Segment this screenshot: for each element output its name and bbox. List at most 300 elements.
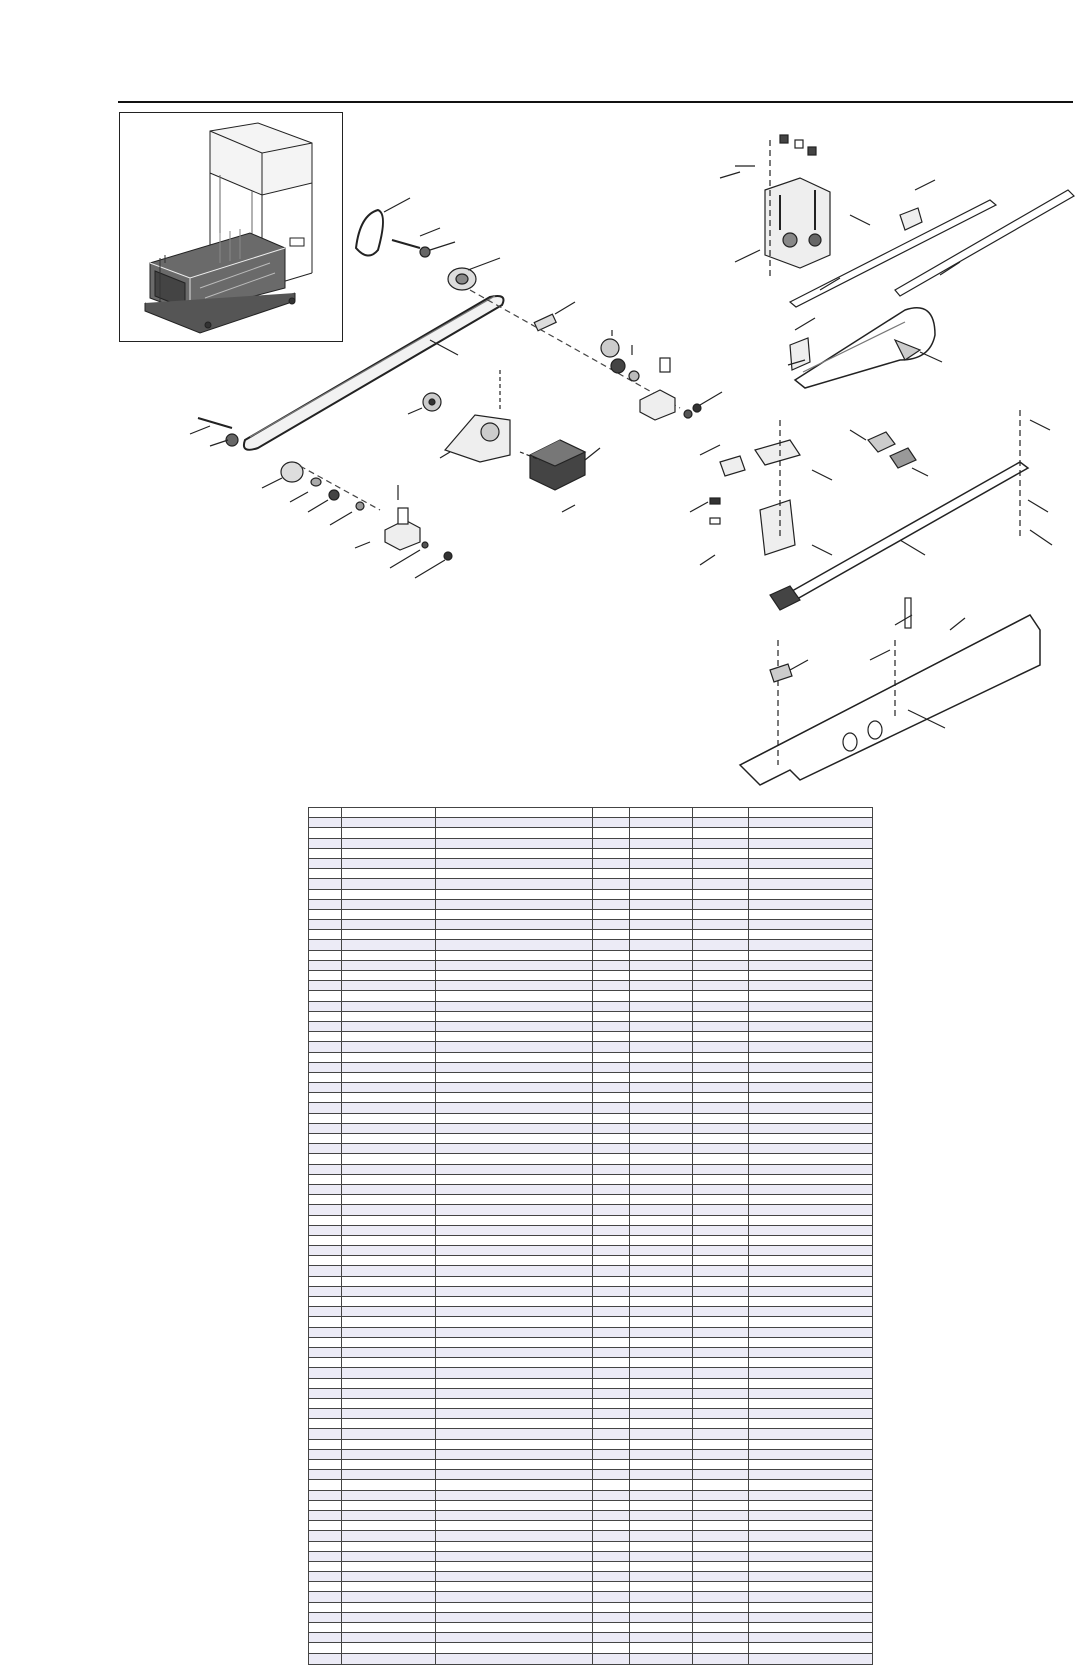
table-cell [436,1225,593,1235]
table-cell [436,1001,593,1011]
table-cell [309,869,342,879]
table-cell [630,920,693,930]
table-row [309,981,873,991]
table-cell [630,1398,693,1408]
table-cell [309,1551,342,1561]
table-cell [309,1460,342,1470]
table-cell [693,808,749,818]
table-cell [749,1439,873,1449]
table-row [309,1246,873,1256]
table-cell [749,1215,873,1225]
table-cell [436,1327,593,1337]
table-cell [436,930,593,940]
table-cell [630,1032,693,1042]
table-cell [693,1134,749,1144]
table-cell [342,1062,436,1072]
table-cell [630,838,693,848]
table-cell [342,1490,436,1500]
table-cell [630,1297,693,1307]
table-cell [436,1174,593,1184]
table-cell [593,1409,630,1419]
table-row [309,1286,873,1296]
table-cell [749,1134,873,1144]
table-row [309,1429,873,1439]
table-cell [436,1134,593,1144]
table-cell [309,828,342,838]
tension-block-right [640,358,722,420]
washer [420,242,455,257]
table-row [309,1449,873,1459]
table-cell [436,818,593,828]
table-cell [593,1633,630,1643]
table-cell [693,1653,749,1664]
table-cell [630,858,693,868]
table-cell [309,981,342,991]
table-cell [309,1449,342,1459]
table-cell [436,1643,593,1653]
table-cell [630,1246,693,1256]
table-row [309,1123,873,1133]
table-cell [630,1215,693,1225]
table-cell [630,1551,693,1561]
table-cell [593,1449,630,1459]
table-cell [436,1337,593,1347]
table-cell [693,879,749,889]
table-cell [630,1358,693,1368]
table-cell [342,1460,436,1470]
table-cell [593,1623,630,1633]
table-row [309,1052,873,1062]
table-cell [309,889,342,899]
table-row [309,1358,873,1368]
table-cell [309,1592,342,1602]
table-cell [693,1052,749,1062]
table-cell [593,1378,630,1388]
table-row [309,1378,873,1388]
table-cell [436,1612,593,1622]
table-cell [309,1561,342,1571]
table-cell [436,1215,593,1225]
table-cell [749,1612,873,1622]
table-cell [342,1439,436,1449]
table-cell [593,1072,630,1082]
table-cell [593,1144,630,1154]
table-row [309,858,873,868]
table-row [309,1317,873,1327]
table-cell [749,1531,873,1541]
table-cell [309,1368,342,1378]
table-cell [309,1246,342,1256]
table-cell [593,960,630,970]
table-row [309,1195,873,1205]
table-cell [309,1358,342,1368]
table-cell [436,1358,593,1368]
table-cell [693,960,749,970]
table-cell [342,1042,436,1052]
table-cell [593,899,630,909]
table-cell [630,1307,693,1317]
table-row [309,940,873,950]
table-cell [593,1123,630,1133]
table-cell [436,940,593,950]
table-cell [436,1490,593,1500]
table-row [309,1398,873,1408]
table-cell [749,1398,873,1408]
table-row [309,1164,873,1174]
table-cell [593,1398,630,1408]
table-cell [630,1490,693,1500]
table-cell [309,1337,342,1347]
table-cell [342,1551,436,1561]
table-cell [749,1011,873,1021]
table-cell [342,1276,436,1286]
table-cell [436,1195,593,1205]
table-cell [309,991,342,1001]
table-row [309,889,873,899]
table-row [309,1093,873,1103]
table-cell [749,1470,873,1480]
table-cell [436,858,593,868]
table-cell [749,1164,873,1174]
table-cell [693,1531,749,1541]
table-cell [630,1052,693,1062]
table-cell [630,1439,693,1449]
table-cell [630,1378,693,1388]
table-cell [593,1561,630,1571]
table-cell [693,1174,749,1184]
table-cell [436,828,593,838]
table-cell [630,971,693,981]
table-cell [593,1021,630,1031]
table-row [309,1297,873,1307]
drive-pulley [448,258,500,290]
table-cell [593,818,630,828]
table-cell [749,1388,873,1398]
angle-bracket-small [900,180,935,230]
linear-guide-rail [770,410,1052,610]
table-cell [630,1327,693,1337]
table-cell [630,1409,693,1419]
table-cell [693,1572,749,1582]
table-cell [749,1633,873,1643]
table-cell [749,960,873,970]
table-row [309,1134,873,1144]
table-cell [436,1551,593,1561]
table-cell [309,1541,342,1551]
table-cell [309,1011,342,1021]
table-cell [436,1093,593,1103]
table-cell [630,1602,693,1612]
table-cell [749,1378,873,1388]
table-cell [309,1205,342,1215]
table-cell [630,1582,693,1592]
table-cell [630,1500,693,1510]
table-cell [693,1317,749,1327]
table-cell [436,1021,593,1031]
table-cell [593,1439,630,1449]
table-cell [749,1042,873,1052]
table-row [309,1276,873,1286]
table-cell [593,1103,630,1113]
table-cell [436,1154,593,1164]
table-cell [630,828,693,838]
table-cell [630,1001,693,1011]
table-cell [309,858,342,868]
table-cell [309,1062,342,1072]
table-cell [593,1531,630,1541]
table-cell [630,1083,693,1093]
table-cell [436,879,593,889]
table-cell [693,1480,749,1490]
table-cell [309,1286,342,1296]
table-row [309,1154,873,1164]
table-cell [749,1592,873,1602]
table-cell [436,1144,593,1154]
table-cell [309,1398,342,1408]
table-cell [436,889,593,899]
table-row [309,1021,873,1031]
table-cell [593,1256,630,1266]
table-cell [436,1460,593,1470]
table-cell [342,1286,436,1296]
table-cell [342,1470,436,1480]
table-cell [749,1052,873,1062]
table-row [309,1551,873,1561]
table-cell [749,1643,873,1653]
table-cell [309,818,342,828]
table-cell [693,1633,749,1643]
table-row [309,1225,873,1235]
table-cell [309,1225,342,1235]
table-cell [693,1195,749,1205]
table-cell [593,869,630,879]
table-cell [749,1154,873,1164]
table-cell [693,1011,749,1021]
table-cell [593,1307,630,1317]
table-cell [630,848,693,858]
table-cell [309,1083,342,1093]
table-cell [436,1113,593,1123]
table-cell [749,1297,873,1307]
table-cell [749,1307,873,1317]
table-cell [436,838,593,848]
table-cell [309,1439,342,1449]
table-cell [593,1154,630,1164]
table-cell [309,1235,342,1245]
table-row [309,1011,873,1021]
table-cell [749,930,873,940]
table-cell [342,1144,436,1154]
table-cell [693,1093,749,1103]
table-cell [436,1623,593,1633]
table-cell [630,899,693,909]
table-cell [436,1429,593,1439]
table-cell [436,1521,593,1531]
table-cell [630,1062,693,1072]
table-cell [309,1582,342,1592]
table-cell [342,1225,436,1235]
table-cell [342,1643,436,1653]
table-row [309,899,873,909]
table-cell [342,1347,436,1357]
table-cell [436,1347,593,1357]
table-cell [693,1643,749,1653]
table-cell [309,1378,342,1388]
table-cell [436,1256,593,1266]
parts-list-table [308,807,873,1665]
table-cell [309,1042,342,1052]
table-cell [436,1103,593,1113]
table-cell [749,1062,873,1072]
table-cell [630,1123,693,1133]
table-row [309,808,873,818]
table-cell [342,869,436,879]
table-cell [693,899,749,909]
table-cell [630,1154,693,1164]
table-cell [436,1083,593,1093]
table-cell [693,1551,749,1561]
table-cell [309,1072,342,1082]
table-cell [436,1419,593,1429]
table-cell [630,1184,693,1194]
table-row [309,1072,873,1082]
washer-left [210,434,238,446]
table-cell [693,1439,749,1449]
table-cell [309,930,342,940]
table-cell [693,909,749,919]
table-cell [630,1042,693,1052]
table-cell [436,1409,593,1419]
table-cell [749,1327,873,1337]
table-row [309,1582,873,1592]
table-cell [749,838,873,848]
table-cell [749,1358,873,1368]
table-cell [749,1266,873,1276]
table-row [309,879,873,889]
table-cell [749,909,873,919]
table-cell [693,1215,749,1225]
table-cell [693,991,749,1001]
idler-pulley [601,330,639,381]
table-cell [342,828,436,838]
table-cell [593,1317,630,1327]
table-cell [693,1409,749,1419]
table-cell [630,869,693,879]
table-cell [630,1256,693,1266]
table-cell [342,1083,436,1093]
table-cell [693,1184,749,1194]
table-cell [749,1368,873,1378]
table-cell [593,1032,630,1042]
table-cell [593,1643,630,1653]
table-cell [630,1541,693,1551]
table-cell [630,1072,693,1082]
table-row [309,1388,873,1398]
table-cell [693,1072,749,1082]
table-cell [749,1449,873,1459]
table-cell [309,950,342,960]
table-cell [593,1470,630,1480]
table-cell [693,1500,749,1510]
table-row [309,1235,873,1245]
table-cell [436,1449,593,1459]
table-cell [749,869,873,879]
table-cell [593,1195,630,1205]
table-cell [309,1093,342,1103]
table-cell [309,1531,342,1541]
table-cell [309,1653,342,1664]
table-cell [749,1144,873,1154]
table-cell [436,1388,593,1398]
belt-loop-small [356,198,410,256]
table-cell [593,1541,630,1551]
table-cell [693,858,749,868]
spacer-sleeve [534,302,575,331]
stepper-motor [520,440,600,512]
table-cell [309,838,342,848]
table-cell [309,1633,342,1643]
table-cell [693,1123,749,1133]
table-cell [593,1500,630,1510]
table-cell [630,1592,693,1602]
table-cell [593,1266,630,1276]
table-cell [630,808,693,818]
table-cell [630,1572,693,1582]
table-cell [342,1337,436,1347]
table-cell [630,1021,693,1031]
table-row [309,838,873,848]
table-cell [593,1572,630,1582]
table-cell [693,1419,749,1429]
table-cell [630,1276,693,1286]
table-cell [309,1256,342,1266]
table-cell [693,950,749,960]
table-cell [436,991,593,1001]
table-cell [342,1103,436,1113]
table-row [309,1653,873,1664]
table-row [309,1439,873,1449]
table-cell [749,991,873,1001]
table-row [309,920,873,930]
table-cell [630,930,693,940]
table-cell [309,940,342,950]
table-cell [436,1582,593,1592]
table-cell [436,920,593,930]
table-cell [693,1449,749,1459]
table-cell [309,879,342,889]
table-cell [342,1235,436,1245]
table-cell [342,879,436,889]
table-cell [593,1602,630,1612]
table-cell [749,1286,873,1296]
table-cell [309,1032,342,1042]
table-cell [436,1470,593,1480]
table-cell [749,879,873,889]
table-cell [436,848,593,858]
table-row [309,1042,873,1052]
table-cell [593,828,630,838]
table-cell [309,808,342,818]
table-cell [309,920,342,930]
table-cell [342,1072,436,1082]
table-cell [342,1398,436,1408]
table-cell [693,1592,749,1602]
table-cell [342,858,436,868]
table-cell [342,1378,436,1388]
table-cell [342,1429,436,1439]
table-cell [693,1307,749,1317]
table-cell [749,1521,873,1531]
